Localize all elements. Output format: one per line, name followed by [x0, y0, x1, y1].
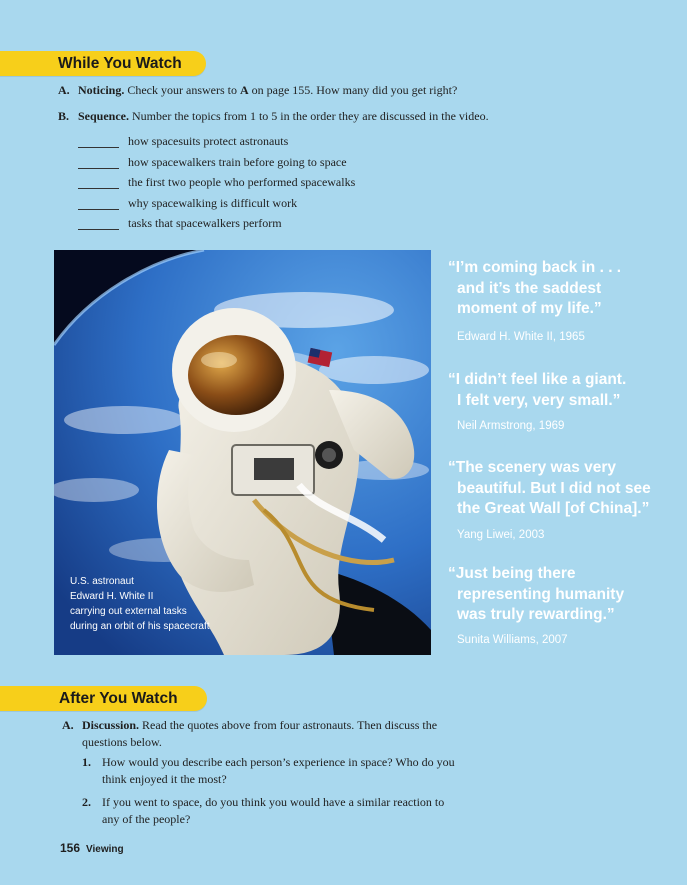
exercise-a-discussion [62, 717, 437, 734]
photo-caption [70, 574, 210, 634]
exercise-letter: A. [62, 718, 74, 732]
caption-line: during an orbit of his spacecraft [70, 621, 210, 632]
quote-line: the Great Wall [of China].” [457, 500, 650, 517]
quote-line: representing humanity [457, 585, 625, 603]
quote-armstrong [448, 370, 626, 411]
topic-item: tasks that spacewalkers perform [128, 216, 282, 230]
quote-line: beautiful. But I did not see [457, 479, 651, 497]
answer-blank[interactable] [78, 147, 119, 148]
caption-line: U.S. astronaut [70, 576, 134, 587]
answer-blank[interactable] [78, 229, 119, 230]
page-number: 156 [60, 841, 81, 855]
question-number: 1. [82, 755, 91, 769]
exercise-text: Check your answers to [124, 83, 240, 97]
exercise-label: Discussion. [82, 718, 140, 732]
while-you-watch-title: While You Watch [58, 55, 182, 72]
quote-line: and it’s the saddest [457, 279, 602, 297]
quote-white [448, 258, 621, 320]
question-text-continued: any of the people? [102, 812, 191, 826]
exercise-text: on page 155. How many did you get right? [248, 83, 458, 97]
quote-attribution: Yang Liwei, 2003 [457, 529, 545, 541]
answer-blank[interactable] [78, 168, 119, 169]
quote-yang [448, 458, 651, 520]
page-footer [60, 841, 124, 855]
quote-attribution: Neil Armstrong, 1969 [457, 420, 565, 432]
exercise-letter: B. [58, 109, 70, 123]
question-text-continued: think enjoyed it the most? [102, 772, 227, 786]
exercise-label: Noticing. [78, 83, 125, 97]
quote-line: “The scenery was very [448, 459, 617, 476]
section-name: Viewing [86, 844, 124, 855]
quote-line: was truly rewarding.” [457, 606, 615, 623]
exercise-a-noticing [58, 82, 457, 98]
question-2 [82, 794, 444, 811]
topic-item: why spacewalking is difficult work [128, 196, 298, 210]
exercise-b-sequence [58, 108, 489, 124]
exercise-text-continued: questions below. [82, 735, 162, 749]
question-text: How would you describe each person’s experience in space? Who do you [102, 755, 455, 769]
quote-line: moment of my life.” [457, 300, 602, 317]
exercise-letter: A. [58, 83, 70, 97]
after-you-watch-title: After You Watch [59, 690, 178, 707]
topic-item: the first two people who performed spacewalks [128, 175, 356, 189]
question-number: 2. [82, 795, 91, 809]
caption-line: carrying out external tasks [70, 606, 187, 617]
quote-line: “I’m coming back in . . . [448, 259, 622, 276]
quote-attribution: Sunita Williams, 2007 [457, 634, 568, 646]
quote-line: “Just being there [448, 565, 576, 582]
caption-line: Edward H. White II [70, 591, 154, 602]
exercise-text: Read the quotes above from four astronauts. Then discuss the [139, 718, 438, 732]
quote-attribution: Edward H. White II, 1965 [457, 331, 585, 343]
question-text: If you went to space, do you think you would have a similar reaction to [102, 795, 445, 809]
exercise-ref: A [239, 83, 249, 97]
topic-item: how spacesuits protect astronauts [128, 134, 289, 148]
quote-williams [448, 564, 624, 626]
astronaut-photo [54, 250, 431, 655]
answer-blank[interactable] [78, 209, 119, 210]
quote-line: “I didn’t feel like a giant. [448, 371, 627, 388]
quote-line: I felt very, very small.” [457, 391, 621, 409]
exercise-label: Sequence. [78, 109, 129, 123]
question-1 [82, 754, 455, 771]
topic-item: how spacewalkers train before going to space [128, 155, 347, 169]
answer-blank[interactable] [78, 188, 119, 189]
exercise-text: Number the topics from 1 to 5 in the order they are discussed in the video. [129, 109, 489, 123]
